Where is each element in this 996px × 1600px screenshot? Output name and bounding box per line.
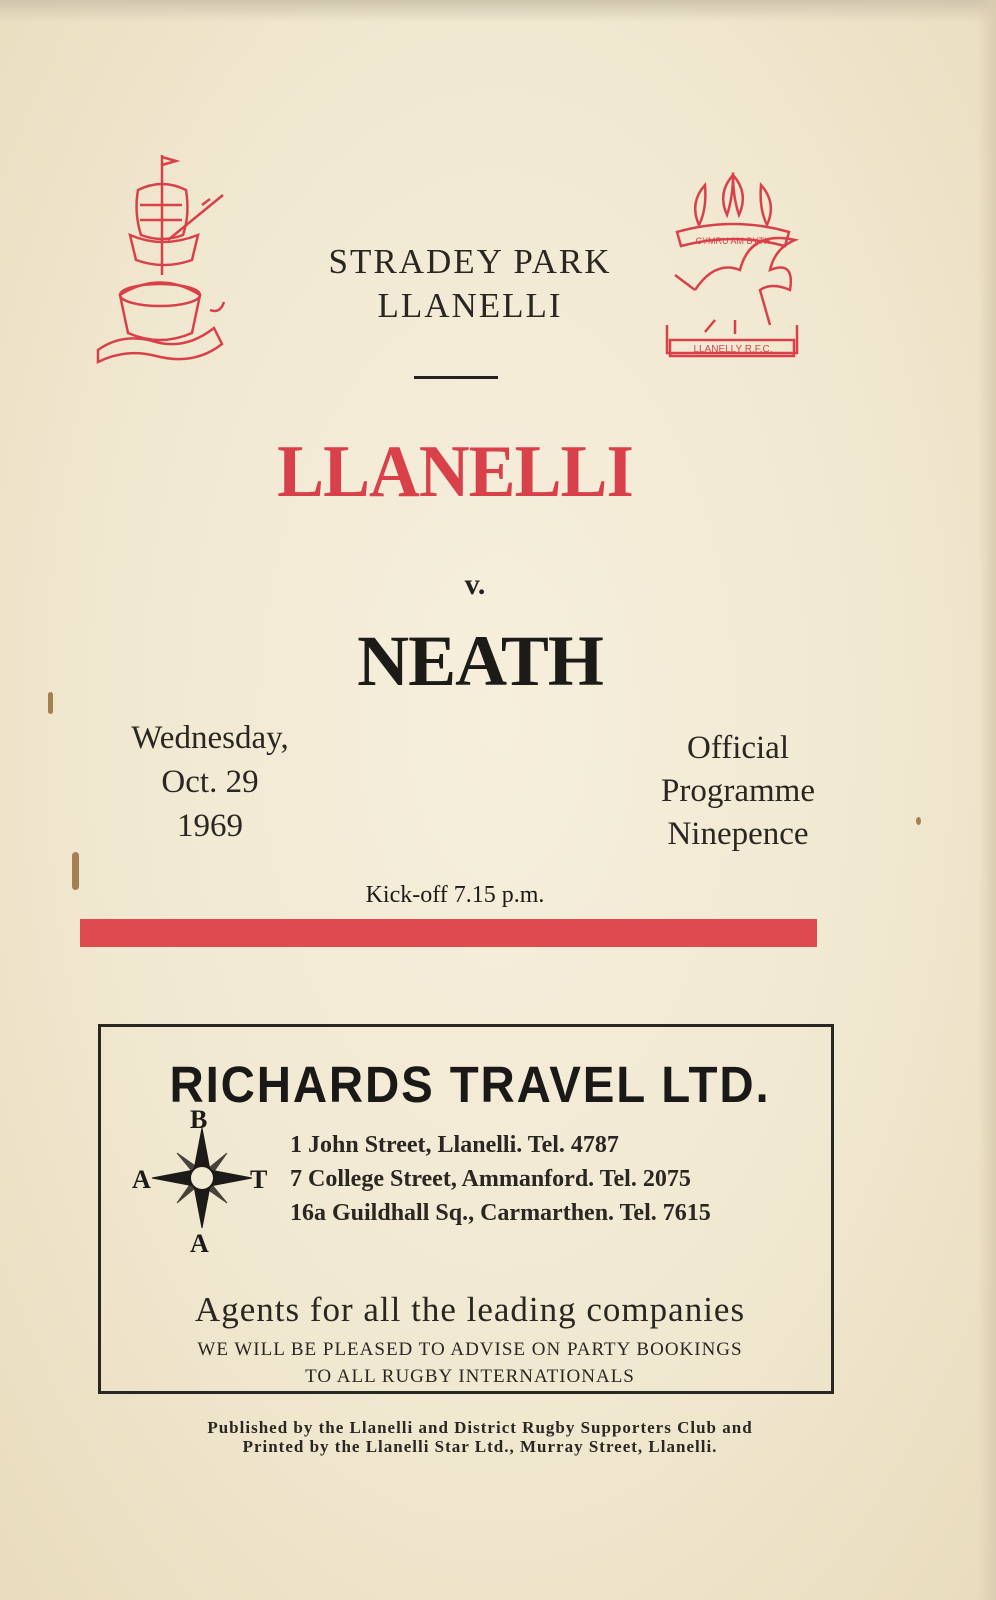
programme-price xyxy=(628,727,848,856)
paper-stain xyxy=(48,692,53,714)
footer-line-2: Printed by the Llanelli Star Ltd., Murray Street, Llanelli. xyxy=(242,1437,718,1456)
publisher-footer xyxy=(110,1418,850,1456)
svg-text:A: A xyxy=(132,1165,151,1194)
svg-text:T: T xyxy=(250,1165,268,1194)
programme-line-3: Ninepence xyxy=(667,816,809,852)
kickoff-time: Kick-off 7.15 p.m. xyxy=(365,882,545,908)
svg-text:B: B xyxy=(190,1108,208,1134)
footer-line-1: Published by the Llanelli and District Rugby Supporters Club and xyxy=(207,1418,753,1437)
advert-advise xyxy=(120,1336,820,1390)
programme-line-2: Programme xyxy=(661,773,815,809)
advert-tagline: Agents for all the leading companies xyxy=(194,1290,746,1329)
svg-text:A: A xyxy=(190,1229,209,1256)
paper-stain xyxy=(72,852,79,890)
date-day: Wednesday, xyxy=(131,720,289,756)
emblem-scroll-text: CYMRU AM BYTH xyxy=(695,236,771,246)
venue-line-2: LLANELLI xyxy=(377,286,563,325)
versus-label: v. xyxy=(464,568,486,601)
paper-stain xyxy=(916,817,921,825)
match-date xyxy=(100,716,320,848)
date-year: 1969 xyxy=(177,808,243,844)
programme-line-1: Official xyxy=(686,730,789,766)
divider xyxy=(414,376,498,379)
advise-line-2: TO ALL RUGBY INTERNATIONALS xyxy=(305,1366,635,1387)
red-banner-bar xyxy=(80,919,817,947)
abta-compass-logo-icon xyxy=(132,1108,272,1256)
venue xyxy=(250,240,690,328)
date-month-day: Oct. 29 xyxy=(161,764,259,800)
advise-line-1: WE WILL BE PLEASED TO ADVISE ON PARTY BOOKINGS xyxy=(197,1339,743,1360)
address-line-3: 16a Guildhall Sq., Carmarthen. Tel. 7615 xyxy=(290,1200,711,1226)
supporters-club-emblem-icon xyxy=(90,145,240,370)
paper-edge-shadow xyxy=(0,0,996,22)
paper-edge-shadow-right xyxy=(978,0,996,1600)
emblem-label-text: LLANELLY R.F.C. xyxy=(693,344,773,355)
address-line-2: 7 College Street, Ammanford. Tel. 2075 xyxy=(290,1166,691,1192)
address-line-1: 1 John Street, Llanelli. Tel. 4787 xyxy=(290,1132,619,1158)
home-team: LLANELLI xyxy=(277,431,633,513)
away-team: NEATH xyxy=(357,621,603,701)
venue-line-1: STRADEY PARK xyxy=(328,242,612,281)
advert-company-name: RICHARDS TRAVEL LTD. xyxy=(169,1056,771,1113)
